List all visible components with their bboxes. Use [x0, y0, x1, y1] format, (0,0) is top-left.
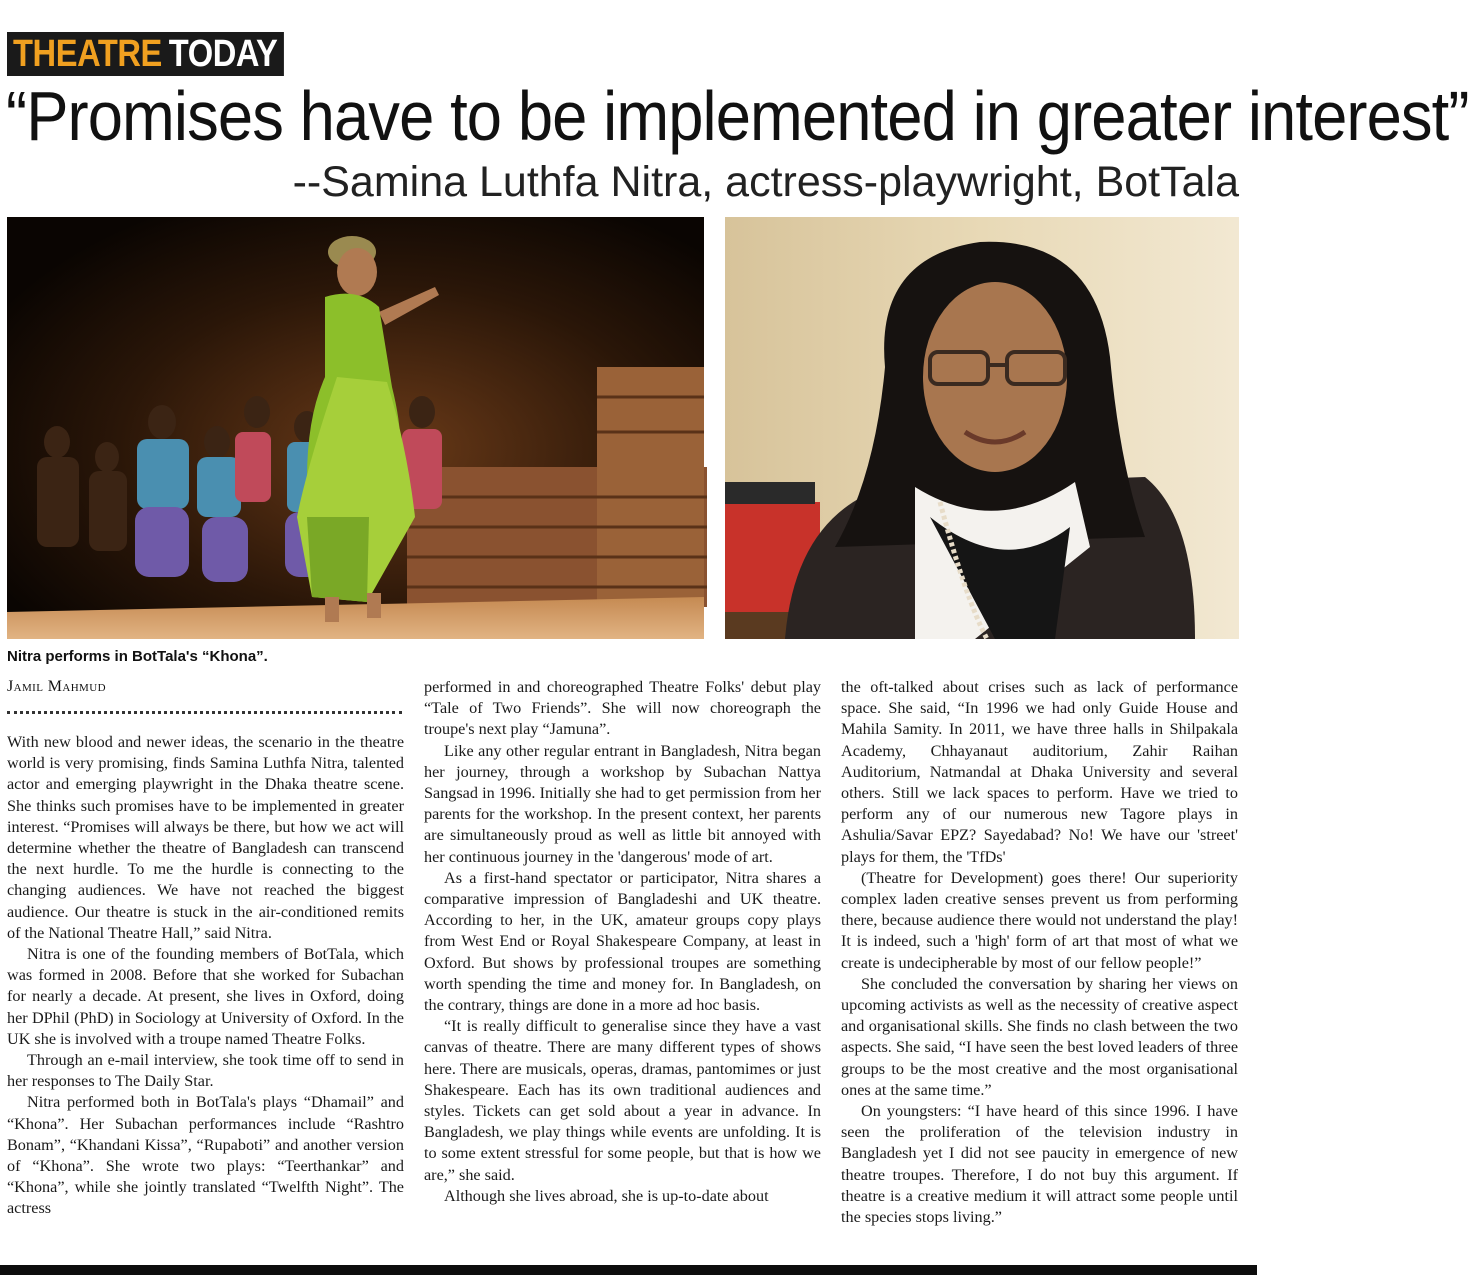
section-tag-word-2: TODAY: [168, 33, 278, 75]
section-tag: [7, 32, 284, 76]
section-tag-word-1: THEATRE: [13, 33, 162, 75]
paragraph: With new blood and newer ideas, the scenario in the theatre world is very promising, finds Samina Luthfa Nitra, talented actor and emerging playwright in the Dhaka theatre scene. She thinks such promises have to be implemented in greater interest. “Promises will always be there, but how we act will determine whether the theatre of Bangladesh can transcend the next hurdle. To me the hurdle is connecting to the changing audiences. We have not reached the biggest audience. Our theatre is stuck in the air-conditioned remits of the National Theatre Hall,” said Nitra.: [7, 733, 404, 942]
article-column-3: [841, 677, 1238, 1228]
paragraph: “It is really difficult to generalise since they have a vast canvas of theatre. There are many different types of shows here. There are musicals, operas, dramas, pantomimes or just Shakespeare. Each has its own traditional audiences and styles. Tickets can get sold about a year in advance. In Bangladesh, we play things while events are unfolding. It is to some extent stressful for some people, but that is how we are,” she said.: [424, 1017, 821, 1184]
stage-photo: [7, 217, 704, 639]
paragraph: Through an e-mail interview, she took time off to send in her responses to The Daily Star.: [7, 1051, 404, 1091]
paragraph: As a first-hand spectator or participator, Nitra shares a comparative impression of Bangladeshi and UK theatre. According to her, in the UK, amateur groups copy plays from West End or Royal Shakespeare Company, at least in Oxford. But shows by professional troupes are something worth spending the time and money for. In Bangladesh, on the contrary, things are done in a more ad hoc basis.: [424, 868, 821, 1015]
paragraph: Like any other regular entrant in Bangladesh, Nitra began her journey, through a workshop by Subachan Nattya Sangsad in 1996. Initially she had to get permission from her parents for the workshop. In the present context, her parents are simultaneously proud as well as little bit annoyed with her continuous journey in the 'dangerous' mode of art.: [424, 741, 821, 866]
paragraph: performed in and choreographed Theatre Folks' debut play “Tale of Two Friends”. She will now choreograph the troupe's next play “Jamuna”.: [424, 678, 821, 739]
article-column-1: [7, 732, 404, 1220]
paragraph: Although she lives abroad, she is up-to-date about: [444, 1186, 769, 1205]
paragraph: (Theatre for Development) goes there! Our superiority complex laden creative senses prevent us from performing there, because audience there would not understand the play! It is indeed, such a 'high' form of art that most of what we create is undecipherable by most of our fellow people!”: [841, 868, 1238, 972]
article-column-2: [424, 677, 821, 1207]
attribution: --Samina Luthfa Nitra, actress-playwright, BotTala: [292, 158, 1239, 206]
page-bottom-bar: [0, 1265, 1257, 1275]
paragraph: She concluded the conversation by sharing her views on upcoming activists as well as the necessity of creative aspect and organisational skills. She finds no clash between the two aspects. She said, “I have seen the best loved leaders of three groups to be the most creative and the most organisational ones at the same time.”: [841, 974, 1238, 1099]
paragraph: Nitra performed both in BotTala's plays “Dhamail” and “Khona”. Her Subachan performances include “Rashtro Bonam”, “Khandani Kissa”, “Rupaboti” and another version of “Khona”. She wrote two plays: “Teerthankar” and “Khona”, while she jointly translated “Twelfth Night”. The actress: [7, 1093, 404, 1218]
paragraph: Nitra is one of the founding members of BotTala, which was formed in 2008. Before that she worked for Subachan for nearly a decade. At present, she lives in Oxford, doing her DPhil (PhD) in Sociology at University of Oxford. In the UK she is involved with a troupe named Theatre Folks.: [7, 945, 404, 1048]
paragraph: the oft-talked about crises such as lack of performance space. She said, “In 1996 we had only Guide House and Mahila Samity. In 2011, we have three halls in Shilpakala Academy, Chhayanaut auditorium, Zahir Raihan Auditorium, Natmandal at Dhaka University and several others. Still we lack spaces to perform. Have we tried to perform any of our numerous new Tagore plays in Ashulia/Savar EPZ? Sayedabad? No! We have our 'street' plays for them, the 'TfDs': [841, 678, 1238, 866]
byline-divider: [7, 711, 402, 714]
byline: Jamil Mahmud: [7, 678, 106, 695]
paragraph: On youngsters: “I have heard of this since 1996. I have seen the proliferation of the television industry in Bangladesh yet I did not see paucity in emergence of new theatre troupes. Therefore, I do not buy this argument. If theatre is a creative medium it will attract some people until the species stops living.”: [841, 1102, 1238, 1227]
portrait-photo: [725, 217, 1239, 639]
headline: “Promises have to be implemented in greater interest”: [6, 77, 1469, 155]
photo-caption: Nitra performs in BotTala's “Khona”.: [7, 648, 268, 665]
